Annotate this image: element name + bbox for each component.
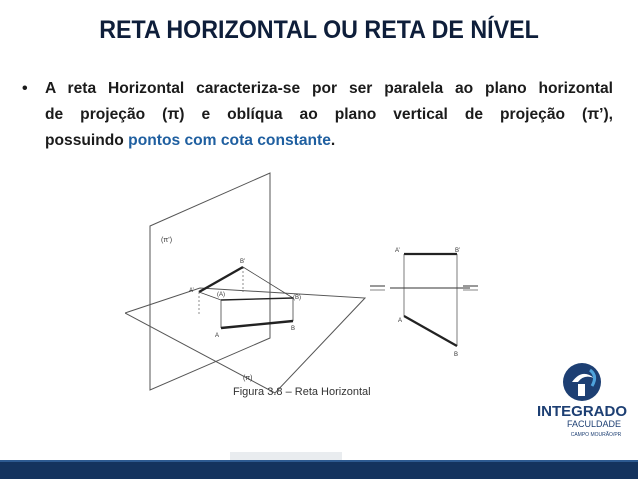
paragraph-line-2: de projeção (π) e oblíqua ao plano vertical de projeção (π’), bbox=[45, 106, 613, 123]
slide-title: RETA HORIZONTAL OU RETA DE NÍVEL bbox=[99, 16, 539, 44]
logo-place: CAMPO MOURÃO/PR bbox=[570, 432, 622, 438]
space-line-AB bbox=[221, 298, 293, 300]
label-B: B bbox=[291, 326, 296, 332]
label-B-prime: B’ bbox=[240, 259, 246, 265]
bullet-icon: • bbox=[22, 80, 28, 97]
bullet-paragraph bbox=[45, 76, 613, 154]
horizontal-line-figure bbox=[125, 168, 490, 408]
figure-caption: Figura 3.8 – Reta Horizontal bbox=[233, 386, 371, 398]
line3-suffix: . bbox=[330, 132, 336, 149]
paragraph-line-1: A reta Horizontal caracteriza-se por ser paralela ao plano horizontal bbox=[45, 80, 613, 97]
vertical-plane bbox=[150, 173, 270, 390]
ground-line-AB bbox=[221, 321, 293, 328]
plane-h-label: (π) bbox=[243, 375, 253, 382]
line3-prefix: possuindo bbox=[45, 132, 129, 149]
epure-label-A-prime: A’ bbox=[395, 248, 400, 254]
epure-label-B-prime: B’ bbox=[455, 248, 461, 254]
footer-bar bbox=[0, 460, 638, 479]
paragraph-line-3 bbox=[45, 128, 613, 154]
label-B-paren: (B) bbox=[293, 295, 301, 301]
highlighted-term: pontos com cota constante bbox=[128, 132, 331, 149]
logo-sub: FACULDADE bbox=[566, 419, 622, 429]
epure-label-A: A bbox=[398, 318, 403, 324]
label-A-paren: (A) bbox=[217, 292, 225, 298]
plane-v-label: (π’) bbox=[161, 237, 173, 244]
logo-name: INTEGRADO bbox=[537, 403, 627, 420]
label-A: A bbox=[215, 333, 220, 339]
integrado-logo bbox=[532, 360, 632, 452]
epure-label-B: B bbox=[454, 352, 459, 358]
label-A-prime: A’ bbox=[189, 288, 194, 294]
epure-horizontal-AB bbox=[404, 316, 457, 346]
projection-line-a-prime bbox=[199, 267, 243, 292]
